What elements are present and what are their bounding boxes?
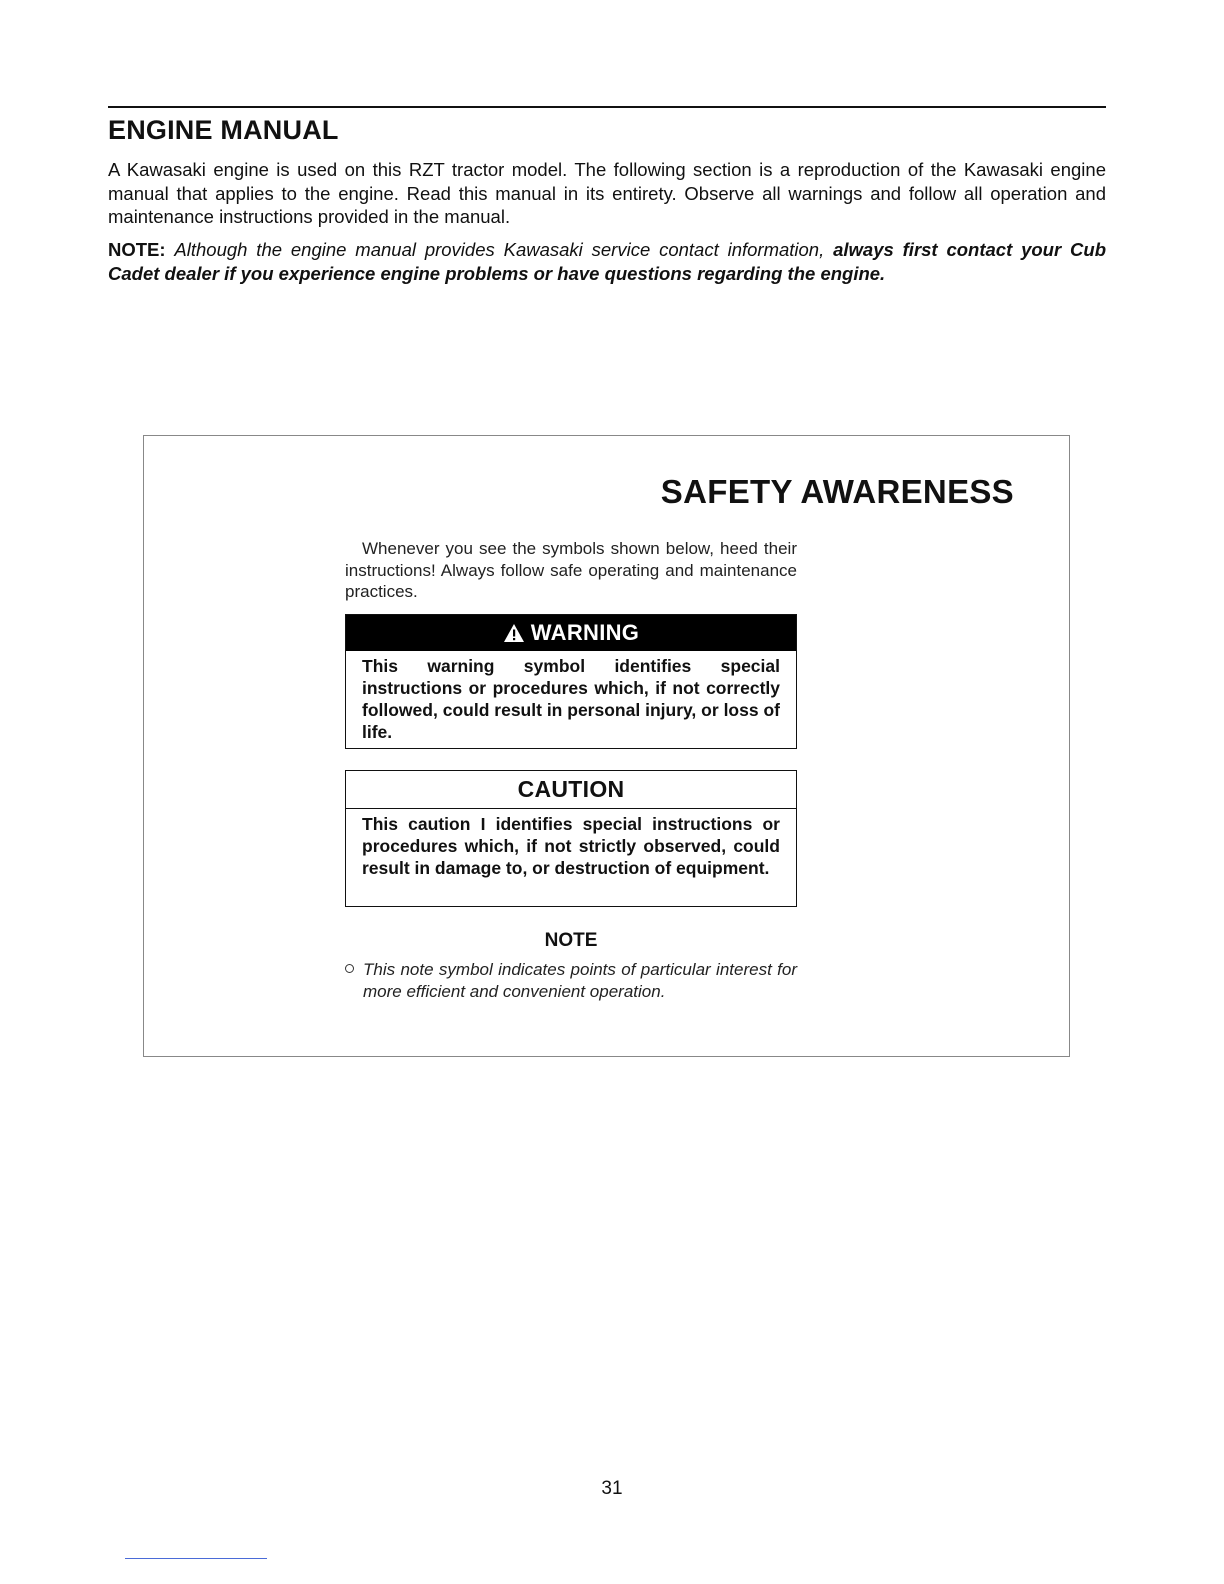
note-paragraph [108,238,1106,286]
warning-header [346,615,796,651]
footer-rule [125,1558,267,1559]
warning-box [345,614,797,749]
note-italic-text: Although the engine manual provides Kawasaki service contact information, [174,239,825,260]
caution-box [345,770,797,907]
warning-triangle-icon [503,623,525,643]
caution-label: CAUTION [517,776,625,802]
safety-title: SAFETY AWARENESS [660,473,1014,510]
intro-paragraph: A Kawasaki engine is used on this RZT tractor model. The following section is a reproduction of the Kawasaki engine manual that applies to the engine. Read this manual in its entirety. Observe all warnings and follow all operation and maintenance instructions provided in the manual. [108,159,1106,227]
section-title: ENGINE MANUAL [108,115,339,145]
caution-text: This caution I identifies special instructions or procedures which, if not strictly observed, could result in damage to, or destruction of equipment. [362,814,780,878]
note-label: NOTE: [108,239,166,260]
warning-label: WARNING [530,620,640,645]
note-bold-text: always first contact your Cub Cadet dealer if you experience engine problems or have questions regarding the engine. [108,239,1107,284]
top-rule [108,106,1106,108]
caution-header [346,771,796,809]
note-item-text: This note symbol indicates points of particular interest for more efficient and convenient operation. [363,960,797,1001]
note-title: NOTE [544,930,598,951]
note-item [345,959,797,1003]
page-number: 31 [601,1478,623,1499]
warning-text: This warning symbol identifies special instructions or procedures which, if not correctly followed, could result in personal injury, or loss of life. [362,656,780,742]
circle-bullet-icon [345,964,354,973]
safety-intro: Whenever you see the symbols shown below, heed their instructions! Always follow safe operating and maintenance practices. [345,539,797,601]
